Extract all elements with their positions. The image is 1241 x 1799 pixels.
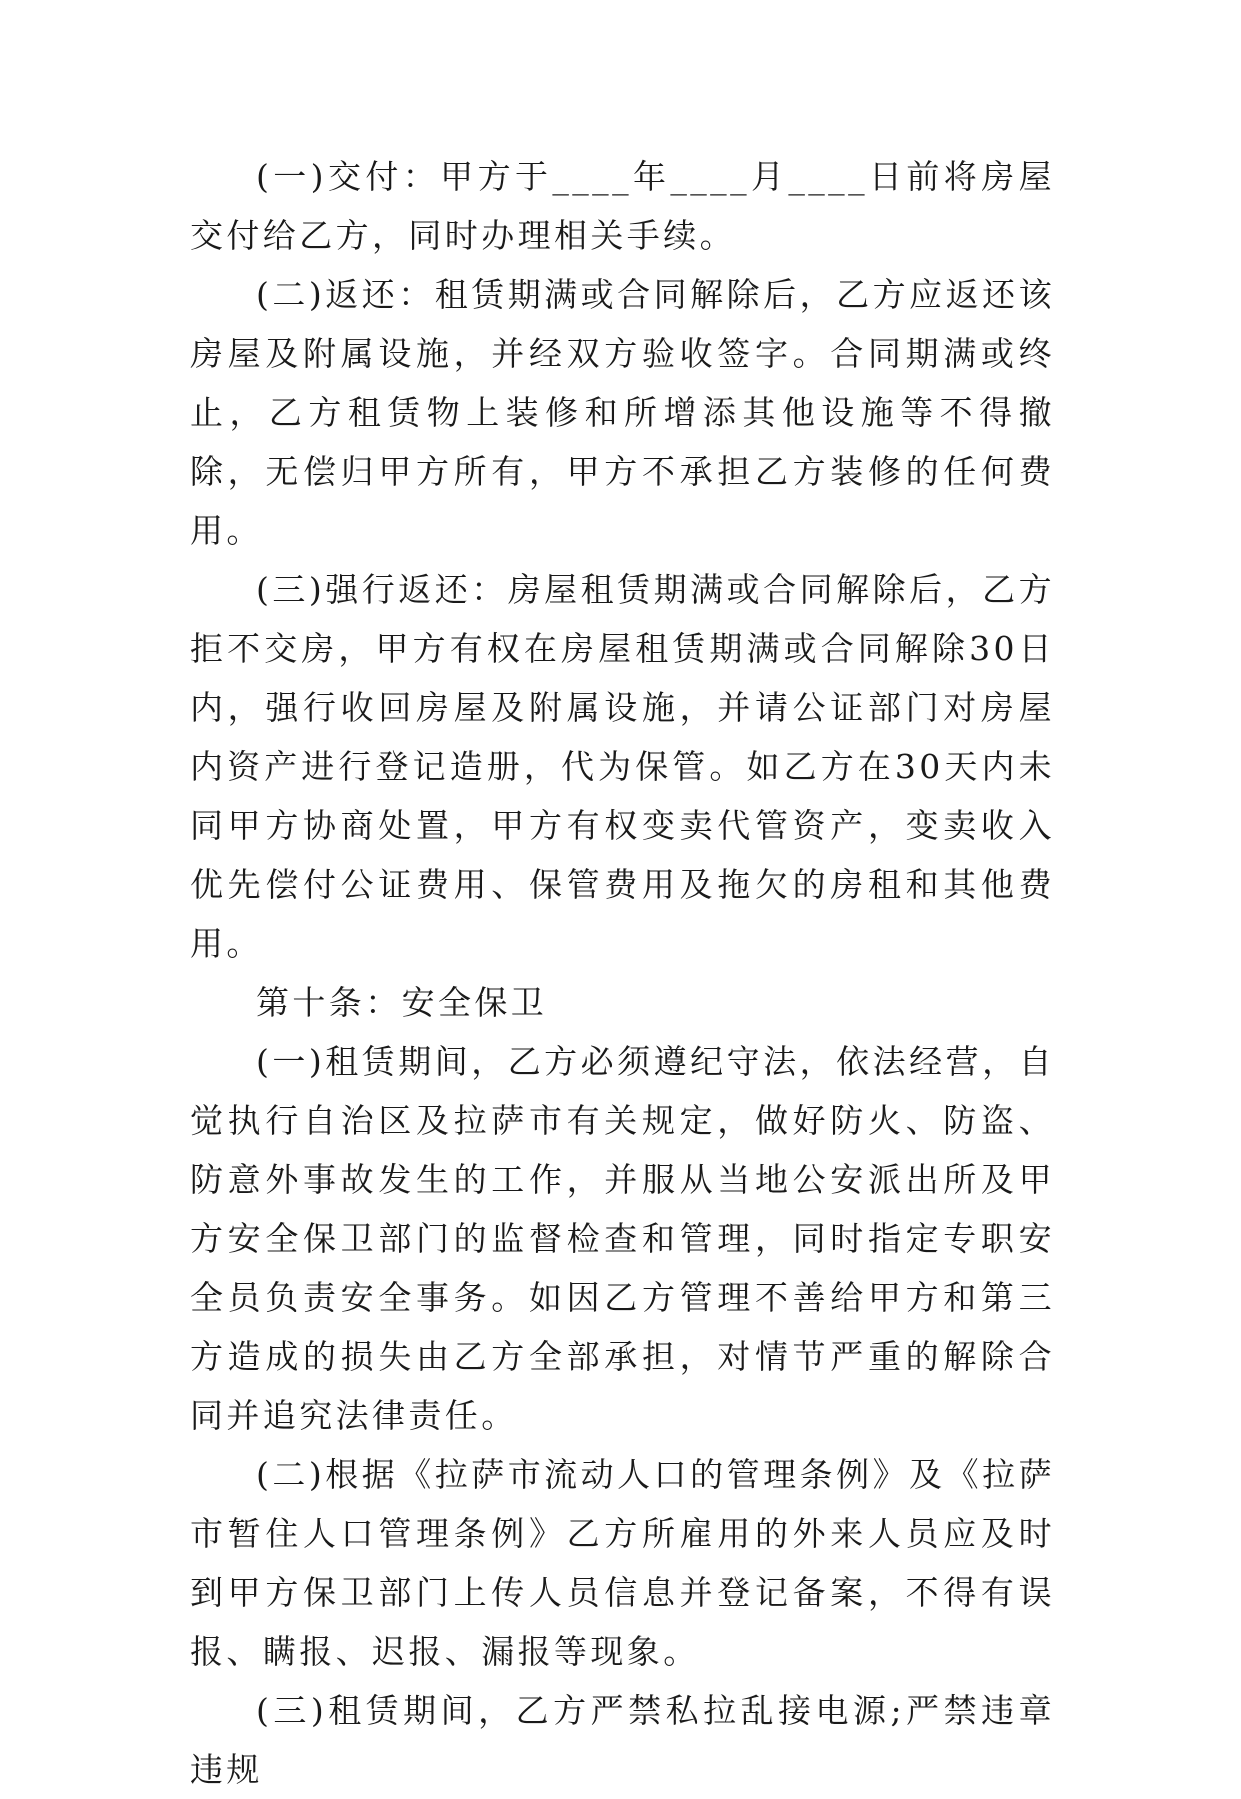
section-heading-article-10: 第十条：安全保卫	[256, 983, 548, 1022]
document-body	[190, 147, 1055, 1799]
paragraph-return: (二)返还：租赁期满或合同解除后，乙方应返还该房屋及附属设施，并经双方验收签字。合同期满或终止，乙方租赁物上装修和所增添其他设施等不得撤除，无偿归甲方所有，甲方不承担乙方装修的任何费用。	[190, 275, 1055, 550]
paragraph-safety-3: (三)租赁期间，乙方严禁私拉乱接电源;严禁违章违规	[190, 1691, 1055, 1789]
paragraph-safety-1: (一)租赁期间，乙方必须遵纪守法，依法经营，自觉执行自治区及拉萨市有关规定，做好防火、防盗、防意外事故发生的工作，并服从当地公安派出所及甲方安全保卫部门的监督检查和管理，同时指定专职安全员负责安全事务。如因乙方管理不善给甲方和第三方造成的损失由乙方全部承担，对情节严重的解除合同并追究法律责任。	[190, 1042, 1055, 1435]
paragraph-safety-2: (二)根据《拉萨市流动人口的管理条例》及《拉萨市暂住人口管理条例》乙方所雇用的外来人员应及时到甲方保卫部门上传人员信息并登记备案，不得有误报、瞒报、迟报、漏报等现象。	[190, 1455, 1055, 1671]
paragraph-delivery: (一)交付：甲方于____年____月____日前将房屋交付给乙方，同时办理相关手续。	[190, 157, 1055, 255]
paragraph-forced-return: (三)强行返还：房屋租赁期满或合同解除后，乙方拒不交房，甲方有权在房屋租赁期满或合同解除30日内，强行收回房屋及附属设施，并请公证部门对房屋内资产进行登记造册，代为保管。如乙方在30天内未同甲方协商处置，甲方有权变卖代管资产，变卖收入优先偿付公证费用、保管费用及拖欠的房租和其他费用。	[190, 570, 1055, 963]
